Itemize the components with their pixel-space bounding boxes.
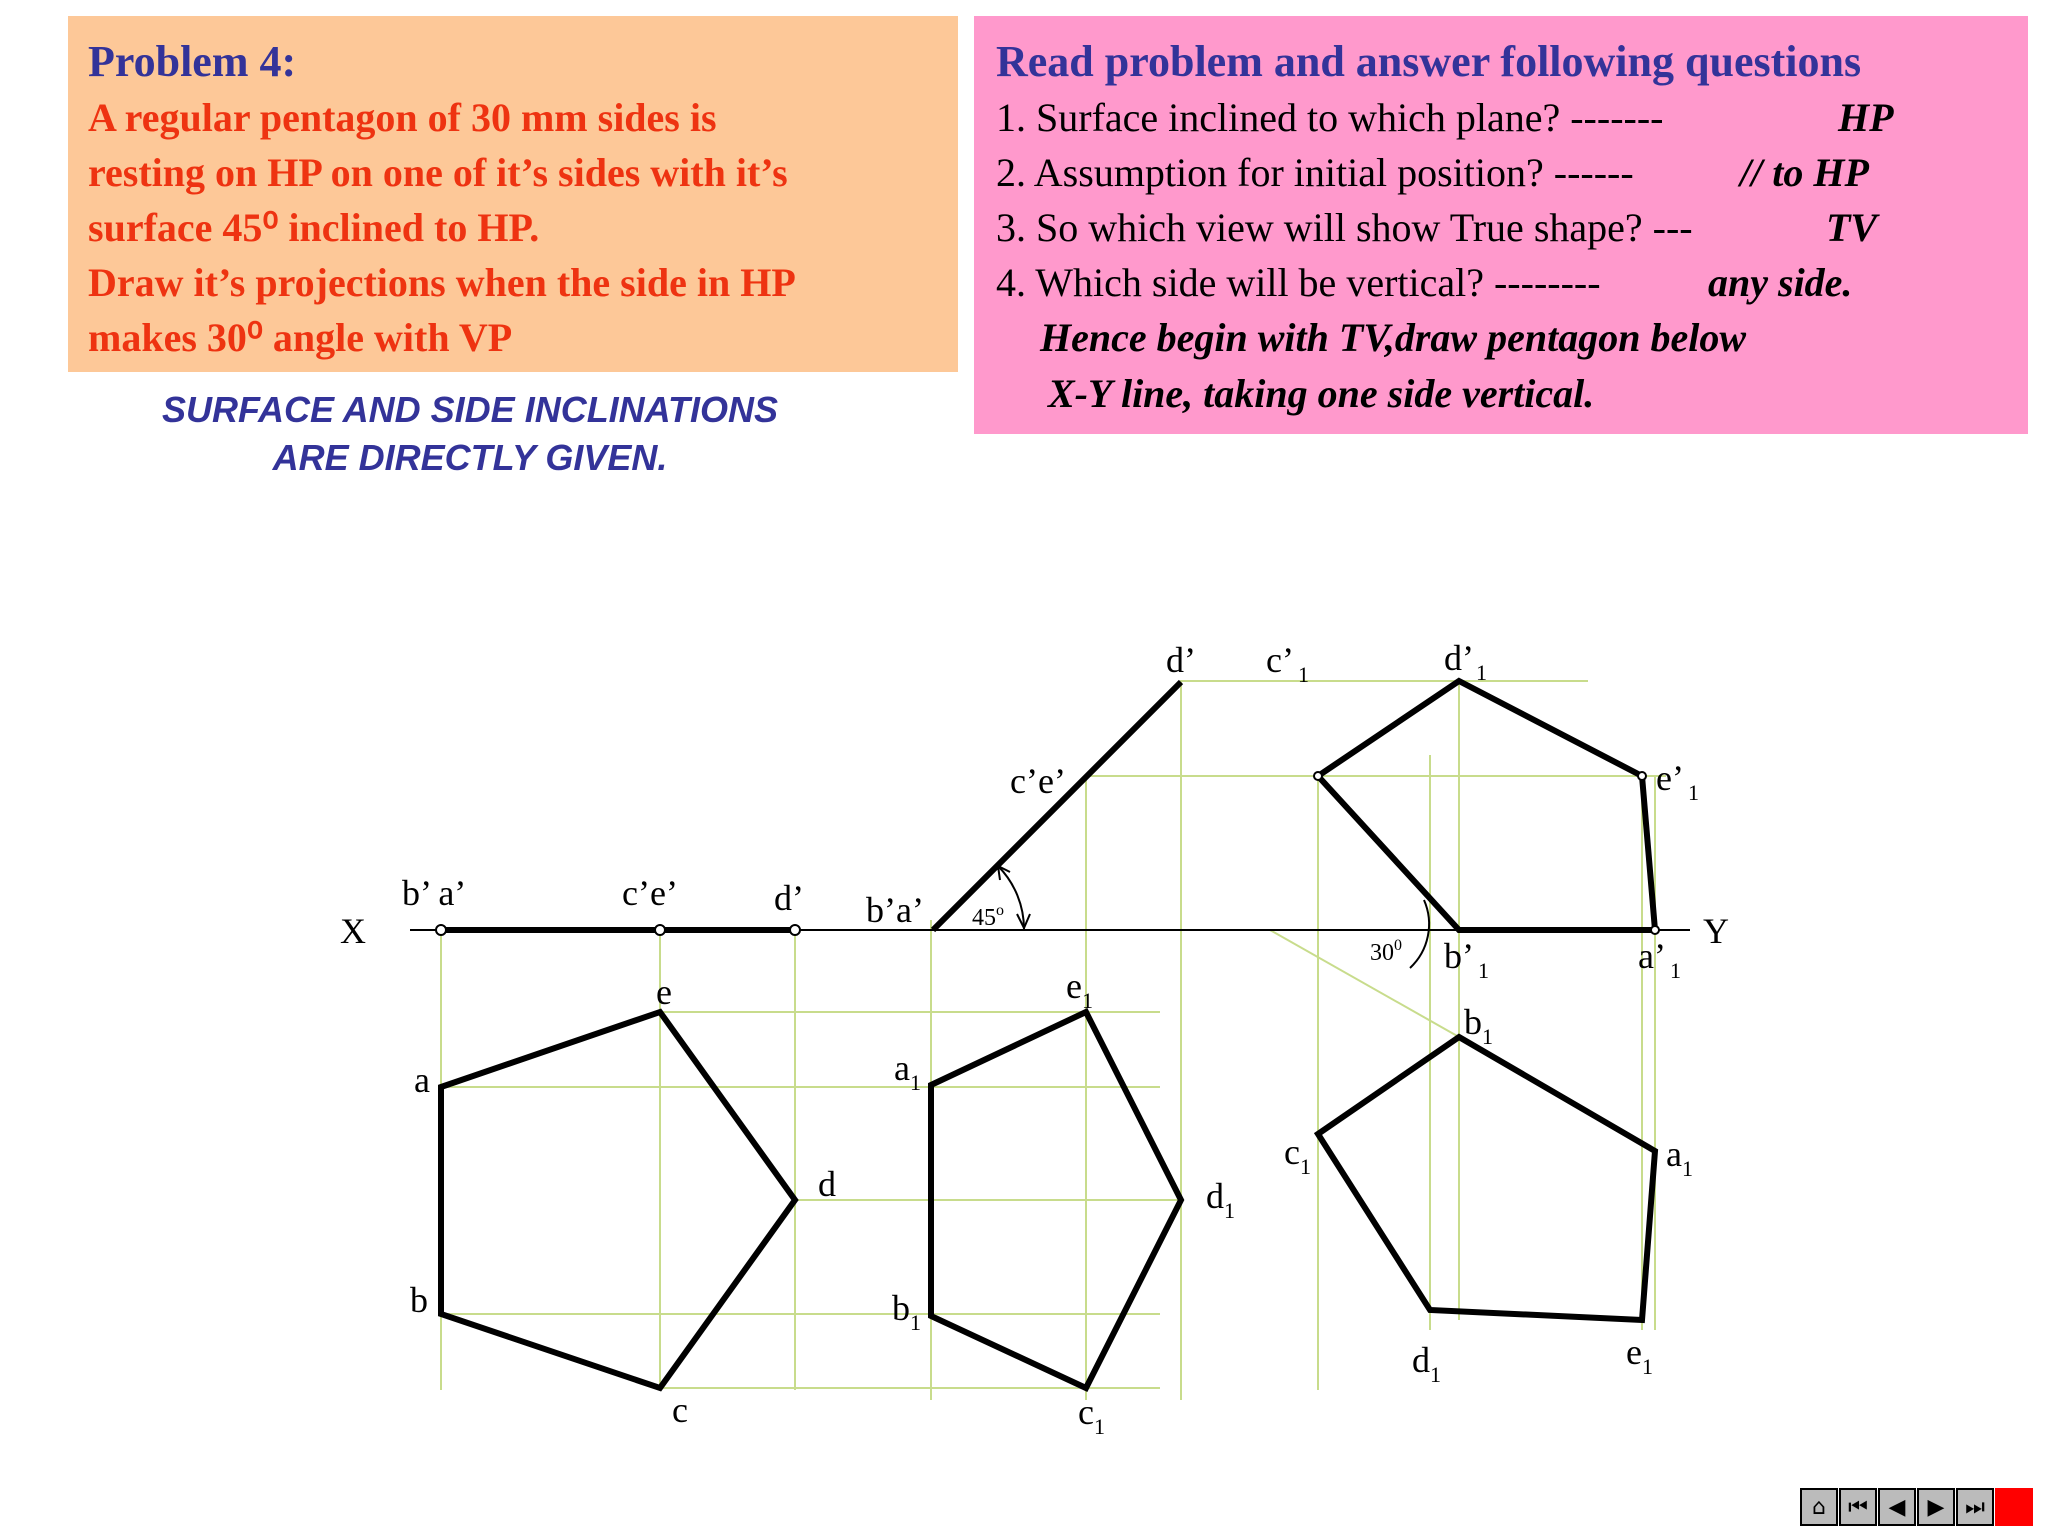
answer-text: any side. — [1708, 260, 1853, 305]
label-letter: a — [1666, 1134, 1682, 1174]
point-marker — [1651, 926, 1659, 934]
label-subscript: 1 — [1641, 1354, 1653, 1379]
label-subscript: 1 — [910, 1310, 921, 1335]
answer-text: // to HP — [1740, 150, 1869, 195]
point-marker — [790, 925, 800, 935]
angle-degree: o — [996, 902, 1004, 919]
last-slide-icon[interactable]: ⏭ — [1956, 1488, 1994, 1526]
label-subscript: 1 — [1669, 958, 1681, 983]
point-label — [894, 1048, 921, 1095]
point-marker — [1638, 772, 1646, 780]
label-letter: a’ — [1638, 936, 1666, 976]
label-subscript: 1 — [1081, 988, 1093, 1013]
point-label: b’ a’ — [402, 873, 467, 913]
point-label: c’e’ — [1010, 761, 1066, 801]
question-text: 1. Surface inclined to which plane? ------- — [996, 95, 1664, 140]
angle-30-arc — [1410, 900, 1429, 968]
problem-line: surface 45⁰ inclined to HP. — [88, 205, 540, 250]
point-label — [1464, 1002, 1493, 1049]
front-view-3-pentagon — [1318, 681, 1655, 930]
hence-line: X-Y line, taking one side vertical. — [1048, 371, 1595, 416]
point-label — [1284, 1132, 1311, 1179]
label-letter: e — [1626, 1332, 1642, 1372]
problem-line: resting on HP on one of it’s sides with it’s — [88, 150, 788, 195]
note-line: SURFACE AND SIDE INCLINATIONS — [161, 389, 779, 430]
label-letter: b — [1464, 1002, 1482, 1042]
angle-value: 45 — [972, 905, 996, 931]
label-subscript: 1 — [1224, 1198, 1235, 1223]
point-label: a — [414, 1060, 430, 1100]
point-label — [1656, 758, 1699, 805]
label-subscript: 1 — [1687, 780, 1699, 805]
label-subscript: 1 — [1478, 958, 1489, 983]
point-label — [1066, 966, 1093, 1013]
label-subscript: 1 — [1482, 1024, 1493, 1049]
question-text: 2. Assumption for initial position? ------ — [996, 150, 1634, 195]
previous-slide-icon[interactable]: ◀ — [1878, 1488, 1916, 1526]
question-text: 4. Which side will be vertical? -------- — [996, 260, 1601, 305]
note-line: ARE DIRECTLY GIVEN. — [272, 437, 668, 478]
answer-text: HP — [1838, 95, 1894, 140]
point-label — [1412, 1340, 1441, 1387]
angle-30-label — [1370, 937, 1402, 966]
label-subscript: 1 — [1093, 1414, 1105, 1439]
point-marker — [436, 925, 446, 935]
top-view-3-pentagon — [1318, 1037, 1655, 1320]
first-slide-icon[interactable]: ⏮ — [1839, 1488, 1877, 1526]
answer-text: TV — [1826, 205, 1878, 250]
point-marker — [1314, 772, 1322, 780]
label-letter: e’ — [1656, 758, 1684, 798]
point-label — [1266, 640, 1309, 687]
questions-title: Read problem and answer following questions — [996, 37, 1862, 86]
point-label — [1666, 1134, 1693, 1181]
label-letter: a — [894, 1048, 910, 1088]
point-label: d’ — [1166, 640, 1196, 680]
question-text: 3. So which view will show True shape? --- — [996, 205, 1693, 250]
y-label: Y — [1703, 911, 1729, 951]
label-letter: d — [1206, 1176, 1224, 1216]
label-subscript: 1 — [1299, 1154, 1311, 1179]
label-subscript: 1 — [909, 1070, 921, 1095]
point-label — [1444, 936, 1489, 983]
problem-line: makes 30⁰ angle with VP — [88, 315, 513, 360]
top-view-1-pentagon — [441, 1012, 795, 1388]
x-label: X — [340, 911, 366, 951]
angle-value: 30 — [1370, 940, 1394, 966]
problem-title: Problem 4: — [88, 37, 297, 86]
point-label: e — [656, 972, 672, 1012]
point-label: c’e’ — [622, 873, 678, 913]
point-label: d’ — [774, 878, 804, 918]
label-letter: b — [892, 1288, 910, 1328]
point-label — [1078, 1392, 1105, 1439]
slide-navigation — [1800, 1488, 2034, 1528]
point-label — [1626, 1332, 1653, 1379]
front-view-2-inclined — [933, 682, 1181, 930]
point-label: b — [410, 1280, 428, 1320]
label-subscript: 1 — [1430, 1362, 1441, 1387]
point-label: c — [672, 1390, 688, 1430]
next-slide-icon[interactable]: ▶ — [1917, 1488, 1955, 1526]
label-letter: e — [1066, 966, 1082, 1006]
point-label — [892, 1288, 921, 1335]
point-label: d — [818, 1164, 836, 1204]
hence-line: Hence begin with TV,draw pentagon below — [1040, 315, 1746, 360]
home-icon[interactable]: ⌂ — [1800, 1488, 1838, 1526]
point-label — [1444, 638, 1487, 685]
problem-line: Draw it’s projections when the side in HP — [88, 260, 796, 305]
point-label: b’a’ — [866, 890, 924, 930]
angle-45-label — [972, 902, 1004, 931]
label-subscript: 1 — [1476, 660, 1487, 685]
label-letter: c — [1078, 1392, 1094, 1432]
point-label — [1206, 1176, 1235, 1223]
label-letter: c — [1284, 1132, 1300, 1172]
label-letter: d — [1412, 1340, 1430, 1380]
point-marker — [655, 925, 665, 935]
label-letter: d’ — [1444, 638, 1474, 678]
angle-degree: 0 — [1394, 937, 1402, 954]
label-subscript: 1 — [1681, 1156, 1693, 1181]
label-letter: c’ — [1266, 640, 1294, 680]
label-subscript: 1 — [1297, 662, 1309, 687]
problem-line: A regular pentagon of 30 mm sides is — [88, 95, 717, 140]
point-label — [1638, 936, 1681, 983]
label-letter: b’ — [1444, 936, 1474, 976]
end-show-icon[interactable] — [1995, 1488, 2033, 1526]
